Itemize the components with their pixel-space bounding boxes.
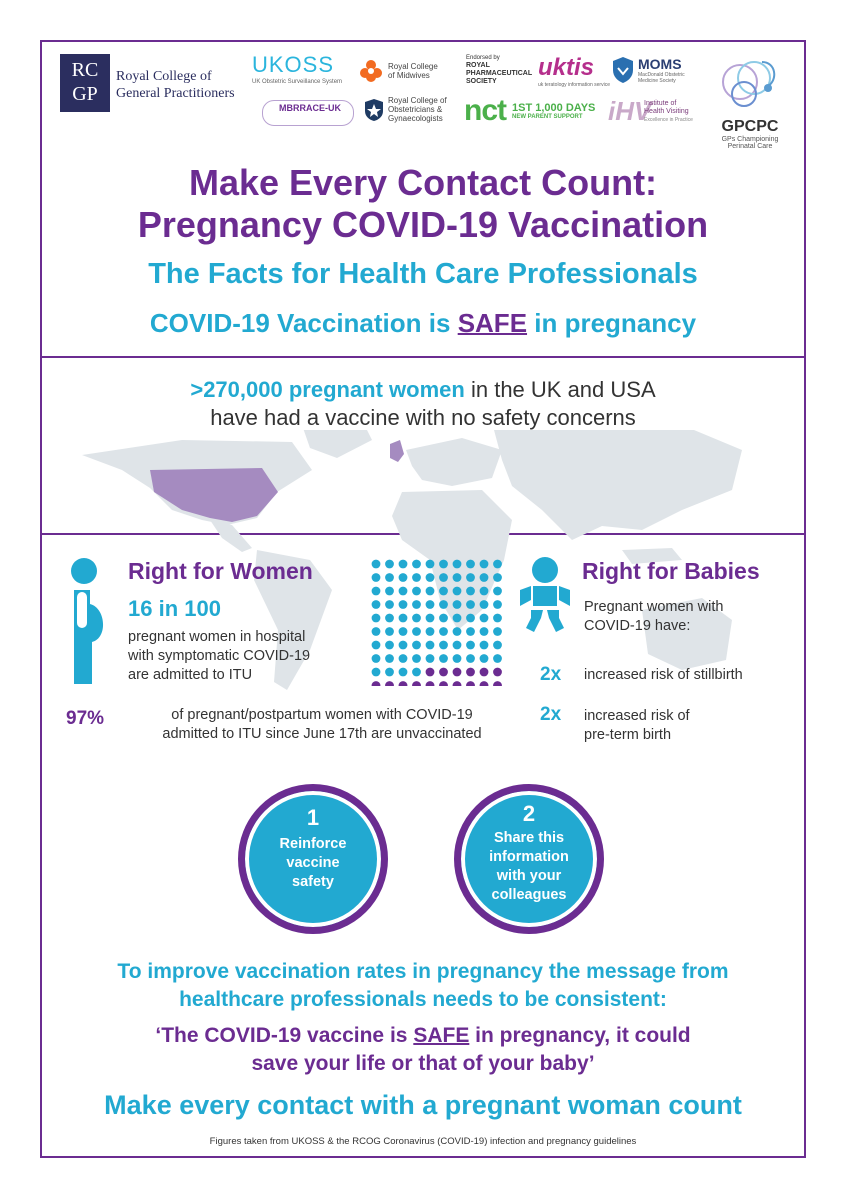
pregnant-woman-dot: [480, 560, 489, 569]
pregnant-woman-dot: [426, 560, 435, 569]
gpcpc-logo: [712, 118, 788, 150]
pregnant-woman-dot: [439, 614, 448, 623]
days-line1: 1ST 1,000 DAYS: [512, 102, 596, 114]
vaccinated-count: >270,000 pregnant women: [190, 377, 465, 402]
divider-title: [40, 356, 806, 358]
action-1-line3: safety: [292, 874, 334, 890]
pregnant-woman-dot: [466, 641, 475, 650]
rcog-line1: Royal College of: [388, 96, 447, 105]
pregnant-woman-dot: [385, 641, 394, 650]
baby-icon: [516, 556, 574, 636]
pregnant-woman-dot: [412, 573, 421, 582]
pregnant-woman-dot: [412, 627, 421, 636]
pregnant-woman-dot: [372, 627, 381, 636]
ihv-line1: Institute of: [644, 100, 677, 107]
map-headline: [40, 376, 806, 432]
itu-admitted-dot: [480, 681, 489, 686]
message-line1: To improve vaccination rates in pregnancy the message from: [117, 960, 729, 983]
pregnant-woman-dot: [493, 614, 502, 623]
quote-line2: save your life or that of your baby’: [251, 1052, 595, 1075]
pregnant-woman-dot: [439, 600, 448, 609]
pregnant-woman-dot: [372, 573, 381, 582]
pregnant-woman-dot: [466, 560, 475, 569]
pregnant-woman-dot: [412, 641, 421, 650]
rcm-flower-icon: [358, 58, 384, 84]
pregnant-woman-dot: [466, 573, 475, 582]
itu-admitted-dot: [466, 681, 475, 686]
rcgp-name-line2: General Practitioners: [116, 86, 235, 101]
pregnant-woman-dot: [453, 627, 462, 636]
action-circle-1: [238, 784, 388, 934]
thousand-days-logo: [512, 102, 595, 120]
rcog-name: [388, 96, 447, 123]
preterm-multiplier: 2x: [540, 704, 562, 725]
map-headline-rest: in the UK and USA: [470, 377, 656, 402]
quote-pre: ‘The COVID-19 vaccine is: [155, 1024, 408, 1047]
footer-source: Figures taken from UKOSS & the RCOG Coronavirus (COVID-19) infection and pregnancy guidelines: [209, 1136, 637, 1147]
ukoss-text: UKOSS: [252, 52, 335, 77]
ukoss-sub: UK Obstetric Surveillance System: [252, 79, 343, 85]
pregnant-woman-dot: [493, 627, 502, 636]
gpcpc-sub1: GPs Championing: [721, 136, 779, 143]
pregnant-woman-dot: [426, 641, 435, 650]
babies-heading: Right for Babies: [582, 558, 760, 584]
quote-safe-word: SAFE: [413, 1024, 470, 1047]
pregnant-woman-dot: [466, 654, 475, 663]
pregnant-woman-dot: [399, 641, 408, 650]
itu-admitted-dot: [466, 668, 475, 677]
consistency-message: [40, 958, 806, 1014]
itu-dot-grid: [368, 556, 518, 686]
rcgp-mark-top: RC: [71, 59, 99, 81]
itu-admitted-dot: [426, 681, 435, 686]
subtitle: The Facts for Health Care Professionals: [148, 258, 698, 290]
moms-text: MOMS: [638, 56, 682, 72]
rps-line2: PHARMACEUTICAL: [466, 70, 533, 77]
women-desc-line3: are admitted to ITU: [128, 667, 253, 683]
action-1-number: 1: [306, 805, 320, 830]
itu-admitted-dot: [453, 681, 462, 686]
pregnant-woman-dot: [480, 654, 489, 663]
ihv-line3: Excellence in Practice: [644, 117, 693, 123]
ihv-mark: iHV: [608, 96, 652, 126]
safe-statement: [40, 308, 806, 339]
pregnant-woman-dot: [412, 654, 421, 663]
mbrrace-logo: [262, 100, 354, 126]
itu-admitted-dot: [493, 668, 502, 677]
gpcpc-text: GPCPC: [721, 118, 779, 135]
pregnant-woman-dot: [372, 587, 381, 596]
itu-admitted-dot: [385, 681, 394, 686]
pregnant-woman-dot: [453, 573, 462, 582]
women-heading: Right for Women: [128, 558, 313, 584]
pregnant-woman-dot: [385, 668, 394, 677]
map-headline-line2: have had a vaccine with no safety concerns: [210, 405, 636, 430]
pregnant-woman-dot: [453, 600, 462, 609]
uktis-logo: [538, 54, 610, 88]
pregnant-woman-dot: [493, 641, 502, 650]
pregnant-woman-dot: [426, 627, 435, 636]
pregnant-woman-icon: [62, 558, 112, 686]
quote-line1: [40, 1022, 806, 1050]
action-2-line1: Share this: [493, 830, 565, 846]
rcm-line2: of Midwives: [388, 71, 430, 80]
pregnant-woman-dot: [453, 560, 462, 569]
title-block: [40, 162, 806, 246]
message-line2: healthcare professionals needs to be consistent:: [179, 988, 667, 1011]
action-2-line3: with your: [496, 868, 562, 884]
itu-admitted-dot: [480, 668, 489, 677]
pregnant-woman-dot: [372, 600, 381, 609]
pregnant-woman-dot: [412, 614, 421, 623]
babies-intro-line1: Pregnant women with: [584, 599, 724, 615]
unvaccinated-desc: [126, 706, 518, 744]
pregnant-woman-dot: [385, 654, 394, 663]
rcog-crest-icon: [364, 98, 384, 122]
preterm-line1: increased risk of: [584, 708, 690, 724]
itu-admitted-dot: [399, 681, 408, 686]
rcgp-name-line1: Royal College of: [116, 69, 212, 84]
ihv-line2: Health Visiting: [644, 108, 689, 115]
quote-post: in pregnancy, it could: [475, 1024, 691, 1047]
ukoss-logo: [252, 52, 342, 87]
ihv-name: [644, 100, 693, 124]
pregnant-woman-dot: [385, 587, 394, 596]
safe-statement-pre: COVID-19 Vaccination is: [149, 308, 451, 338]
action-1-text: [245, 835, 381, 892]
gpcpc-sub2: Perinatal Care: [727, 143, 773, 150]
pregnant-woman-dot: [372, 560, 381, 569]
pregnant-woman-dot: [426, 600, 435, 609]
pregnant-woman-dot: [493, 573, 502, 582]
women-desc-line1: pregnant women in hospital: [128, 629, 306, 645]
itu-admitted-dot: [372, 681, 381, 686]
action-2-number: 2: [522, 801, 536, 826]
call-to-action: Make every contact with a pregnant woman count: [104, 1090, 742, 1120]
pregnant-woman-dot: [480, 600, 489, 609]
gpcpc-stethoscope-icon: [718, 50, 784, 120]
pregnant-woman-dot: [453, 614, 462, 623]
pregnant-woman-dot: [493, 587, 502, 596]
pregnant-woman-dot: [439, 560, 448, 569]
title-line1: Make Every Contact Count:: [188, 162, 658, 203]
safe-word: SAFE: [457, 308, 528, 338]
pregnant-woman-dot: [372, 668, 381, 677]
pregnant-woman-dot: [372, 641, 381, 650]
map-headline-line1: [40, 376, 806, 404]
action-circle-2: [454, 784, 604, 934]
pregnant-woman-dot: [466, 627, 475, 636]
rps-endorsed: Endorsed by: [466, 55, 500, 61]
rcog-line2: Obstetricians &: [388, 105, 443, 114]
pregnant-woman-dot: [426, 654, 435, 663]
usa-highlight: [150, 468, 278, 522]
moms-shield-icon: [612, 56, 634, 84]
rps-line3: SOCIETY: [466, 78, 497, 85]
rcm-name: [388, 62, 438, 80]
preterm-line2: pre-term birth: [584, 727, 672, 743]
itu-admitted-dot: [412, 681, 421, 686]
pregnant-woman-dot: [439, 641, 448, 650]
pregnant-woman-dot: [385, 573, 394, 582]
rcm-line1: Royal College: [388, 62, 438, 71]
pregnant-woman-dot: [385, 600, 394, 609]
pregnant-woman-dot: [412, 600, 421, 609]
women-stat: 16 in 100: [128, 596, 221, 621]
pregnant-woman-dot: [412, 587, 421, 596]
pregnant-woman-dot: [399, 587, 408, 596]
pregnant-woman-dot: [385, 627, 394, 636]
itu-admitted-dot: [439, 681, 448, 686]
pregnant-woman-dot: [399, 654, 408, 663]
unvaccinated-line2: admitted to ITU since June 17th are unvaccinated: [162, 726, 482, 742]
stillbirth-risk: increased risk of stillbirth: [584, 667, 743, 683]
pregnant-woman-dot: [453, 641, 462, 650]
safe-statement-post: in pregnancy: [534, 308, 697, 338]
women-desc: [128, 628, 310, 685]
pregnant-woman-dot: [480, 641, 489, 650]
pregnant-woman-dot: [466, 600, 475, 609]
pregnant-woman-dot: [439, 573, 448, 582]
rcgp-logo-mark: [60, 54, 110, 112]
pregnant-woman-dot: [426, 614, 435, 623]
pregnant-woman-dot: [385, 614, 394, 623]
mbrrace-text: MBRRACE-UK: [279, 103, 341, 113]
itu-admitted-dot: [493, 681, 502, 686]
unvaccinated-pct: 97%: [66, 708, 105, 729]
pregnant-woman-dot: [493, 600, 502, 609]
pregnant-woman-dot: [412, 560, 421, 569]
itu-admitted-dot: [426, 668, 435, 677]
pregnant-woman-dot: [480, 573, 489, 582]
days-line2: NEW PARENT SUPPORT: [512, 114, 583, 120]
pregnant-woman-dot: [399, 668, 408, 677]
unvaccinated-line1: of pregnant/postpartum women with COVID-19: [171, 707, 473, 723]
women-desc-line2: with symptomatic COVID-19: [128, 648, 311, 664]
pregnant-woman-dot: [399, 600, 408, 609]
pregnant-woman-dot: [426, 587, 435, 596]
pregnant-woman-dot: [412, 668, 421, 677]
action-1-line2: vaccine: [286, 855, 340, 871]
pregnant-woman-dot: [399, 573, 408, 582]
uk-highlight: [390, 440, 404, 462]
pregnant-woman-dot: [385, 560, 394, 569]
pregnant-woman-dot: [439, 627, 448, 636]
pregnant-woman-dot: [453, 654, 462, 663]
nct-logo: nct: [464, 94, 506, 127]
preterm-risk: [584, 707, 690, 745]
rps-logo: [466, 54, 532, 86]
pregnant-woman-dot: [439, 587, 448, 596]
moms-logo: [638, 56, 685, 84]
pregnant-woman-dot: [493, 654, 502, 663]
moms-sub2: Medicine Society: [638, 78, 676, 84]
action-2-line4: colleagues: [491, 887, 567, 903]
action-1-line1: Reinforce: [279, 836, 347, 852]
pregnant-woman-dot: [399, 627, 408, 636]
action-2-line2: information: [489, 849, 569, 865]
rcgp-name: [116, 68, 235, 102]
pregnant-woman-dot: [399, 560, 408, 569]
rcog-line3: Gynaecologists: [388, 114, 443, 123]
uktis-text: uktis: [538, 54, 595, 81]
itu-admitted-dot: [453, 668, 462, 677]
moms-sub1: MacDonald Obstetric: [638, 72, 685, 78]
stillbirth-multiplier: 2x: [540, 664, 562, 685]
title-line2: Pregnancy COVID-19 Vaccination: [137, 204, 709, 245]
uktis-sub: uk teratology information service: [538, 82, 610, 88]
pregnant-woman-dot: [453, 587, 462, 596]
pregnant-woman-dot: [480, 614, 489, 623]
pregnant-woman-dot: [466, 614, 475, 623]
babies-intro: [584, 598, 723, 636]
action-2-text: [461, 829, 597, 905]
pregnant-woman-dot: [466, 587, 475, 596]
rcgp-mark-bottom: GP: [72, 83, 98, 105]
pregnant-woman-dot: [493, 560, 502, 569]
pregnant-woman-dot: [372, 654, 381, 663]
pregnant-woman-dot: [372, 614, 381, 623]
pregnant-woman-dot: [439, 654, 448, 663]
pregnant-woman-dot: [426, 573, 435, 582]
rps-line1: ROYAL: [466, 62, 490, 69]
quote: [40, 1022, 806, 1078]
babies-intro-line2: COVID-19 have:: [584, 618, 691, 634]
pregnant-woman-dot: [480, 587, 489, 596]
pregnant-woman-dot: [480, 627, 489, 636]
itu-admitted-dot: [439, 668, 448, 677]
pregnant-woman-dot: [399, 614, 408, 623]
